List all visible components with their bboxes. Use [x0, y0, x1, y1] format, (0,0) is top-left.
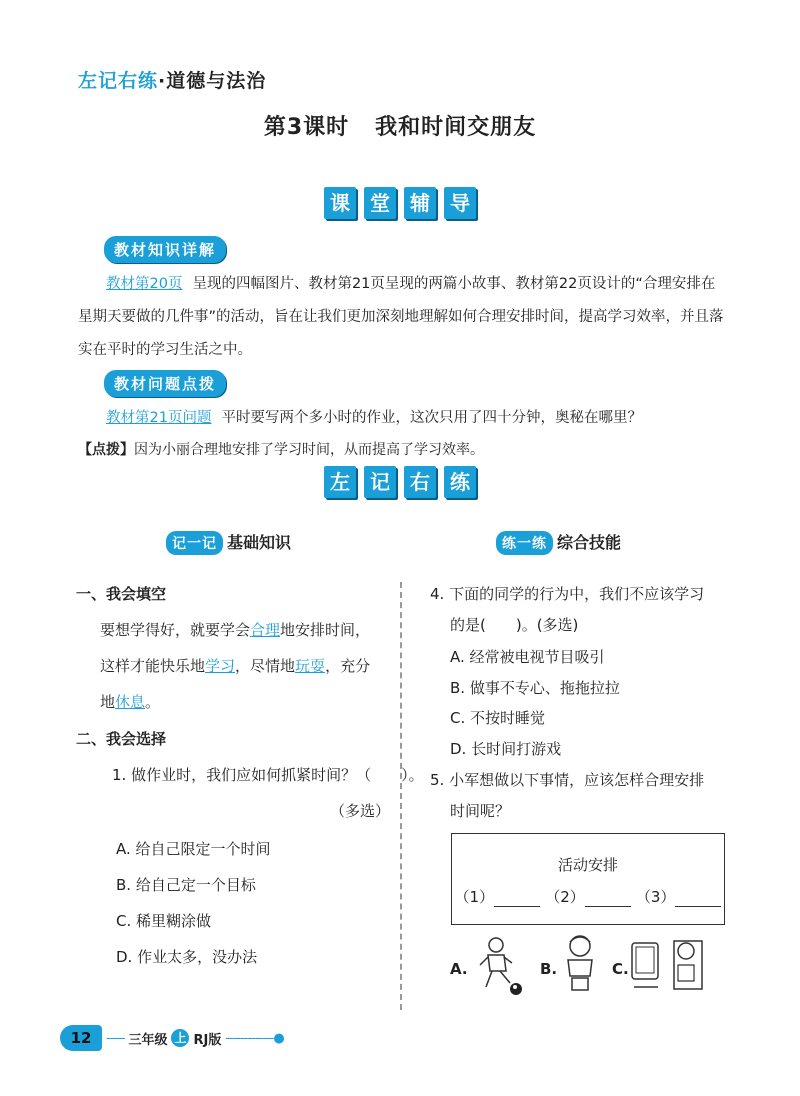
footer-dots-tail: -------------●	[225, 1030, 284, 1046]
fill-text: 地安排时间，	[280, 621, 371, 639]
banner-char: 辅	[404, 187, 436, 219]
knowledge-text: 呈现的四幅图片、教材第21页呈现的两篇小故事、教材第22页设计的“合理安排在星期天要做的几件事”的活动，旨在让我们更加深刻地理解如何合理安排时间，提高学习效率，并且落实在平时的学习生活之中。	[78, 276, 724, 358]
playing-soccer-illustration	[470, 935, 526, 997]
footer-dots: -----	[106, 1030, 125, 1046]
slot-blank	[494, 890, 540, 907]
activity-slot-1[interactable]	[455, 886, 541, 907]
left-column-pill: 记一记	[166, 531, 223, 555]
fill-answer: 玩耍	[295, 657, 326, 675]
q1-option-b: B. 给自己定一个目标	[116, 876, 256, 894]
banner-char: 左	[324, 466, 356, 498]
knowledge-paragraph	[78, 268, 726, 367]
fill-text: 地	[100, 693, 116, 711]
activity-title: 活动安排	[557, 856, 618, 874]
problem-ref: 教材第21页问题	[106, 410, 212, 426]
problem-tag: 教材问题点拨	[104, 370, 226, 397]
section-fill-heading: 一、我会填空	[76, 585, 167, 603]
knowledge-ref: 教材第20页	[106, 276, 183, 292]
slot-blank	[585, 890, 631, 907]
banner-char: 导	[444, 187, 476, 219]
problem-paragraph	[78, 402, 726, 435]
fill-answer: 休息	[115, 693, 146, 711]
knowledge-tag-wrap	[104, 236, 226, 263]
watching-tv-illustration	[628, 935, 708, 995]
fill-line-1	[100, 619, 370, 640]
fill-text: ，充分	[325, 657, 371, 675]
fill-text: ，尽情地	[235, 657, 296, 675]
lesson-number: 第3课时	[263, 115, 350, 140]
slot-blank	[675, 890, 721, 907]
section-choice-heading: 二、我会选择	[76, 730, 167, 748]
slot-label: （3）	[635, 888, 676, 906]
question-4-line-2: 的是( )。(多选)	[450, 616, 579, 634]
left-column-title: 基础知识	[227, 533, 292, 552]
fill-answer: 合理	[250, 621, 281, 639]
question-5-line-2: 时间呢？	[450, 802, 511, 820]
lesson-name: 我和时间交朋友	[375, 115, 537, 140]
banner-char: 课	[324, 187, 356, 219]
activity-box	[451, 833, 725, 925]
fill-line-3	[100, 691, 160, 712]
boy-sitting-illustration	[556, 932, 604, 996]
footer-term: 上	[171, 1029, 189, 1047]
footer-edition: RJ版	[193, 1032, 222, 1048]
fill-text: 要想学得好，就要学会	[100, 621, 251, 639]
activity-slot-3[interactable]	[636, 886, 722, 907]
activity-slots	[452, 886, 724, 907]
page-number: 12	[60, 1025, 102, 1051]
series-name: 左记右练	[78, 70, 159, 92]
fill-answer: 学习	[205, 657, 236, 675]
banner-char: 记	[364, 466, 396, 498]
series-header	[78, 66, 266, 93]
banner-char: 练	[444, 466, 476, 498]
pic-label-b: B.	[540, 960, 558, 978]
fill-line-2	[100, 655, 370, 676]
problem-question: 平时要写两个多小时的作业，这次只用了四十分钟，奥秘在哪里？	[221, 410, 642, 426]
q4-option-c: C. 不按时睡觉	[450, 709, 546, 727]
q4-option-a: A. 经常被电视节目吸引	[450, 648, 605, 666]
question-5-line-1: 5. 小军想做以下事情，应该怎样合理安排	[430, 771, 705, 789]
knowledge-tag: 教材知识详解	[104, 236, 226, 263]
hint-text: 因为小丽合理地安排了学习时间，从而提高了学习效率。	[134, 442, 484, 458]
page-title	[0, 110, 800, 141]
hint-paragraph	[78, 434, 726, 467]
activity-slot-2[interactable]	[545, 886, 631, 907]
question-4-line-1: 4. 下面的同学的行为中，我们不应该学习	[430, 585, 705, 603]
banner-char: 堂	[364, 187, 396, 219]
pic-label-c: C.	[612, 960, 629, 978]
fill-text: 这样才能快乐地	[100, 657, 206, 675]
question-1-note: （多选）	[330, 802, 391, 820]
q4-option-b: B. 做事不专心、拖拖拉拉	[450, 679, 620, 697]
subject-name: 道德与法治	[166, 70, 267, 92]
q1-option-c: C. 稀里糊涂做	[116, 912, 212, 930]
question-1: 1. 做作业时，我们应如何抓紧时间？（ ）。	[112, 766, 424, 784]
column-divider	[400, 582, 402, 1010]
right-column-pill: 练一练	[496, 531, 553, 555]
series-separator: ·	[158, 70, 167, 92]
q1-option-d: D. 作业太多，没办法	[116, 948, 258, 966]
q1-option-a: A. 给自己限定一个时间	[116, 840, 271, 858]
q4-option-d: D. 长时间打游戏	[450, 740, 562, 758]
right-column-heading	[496, 530, 621, 555]
problem-tag-wrap	[104, 370, 226, 397]
slot-label: （1）	[454, 888, 495, 906]
page-footer	[60, 1025, 288, 1051]
pic-label-a: A.	[450, 960, 468, 978]
fill-text: 。	[145, 693, 161, 711]
banner-practice	[0, 466, 800, 498]
footer-grade: 三年级	[128, 1032, 168, 1048]
banner-char: 右	[404, 466, 436, 498]
right-column-title: 综合技能	[557, 533, 622, 552]
hint-label: 【点拨】	[78, 442, 134, 458]
banner-classroom-guide	[0, 187, 800, 219]
left-column-heading	[166, 530, 291, 555]
slot-label: （2）	[545, 888, 585, 906]
